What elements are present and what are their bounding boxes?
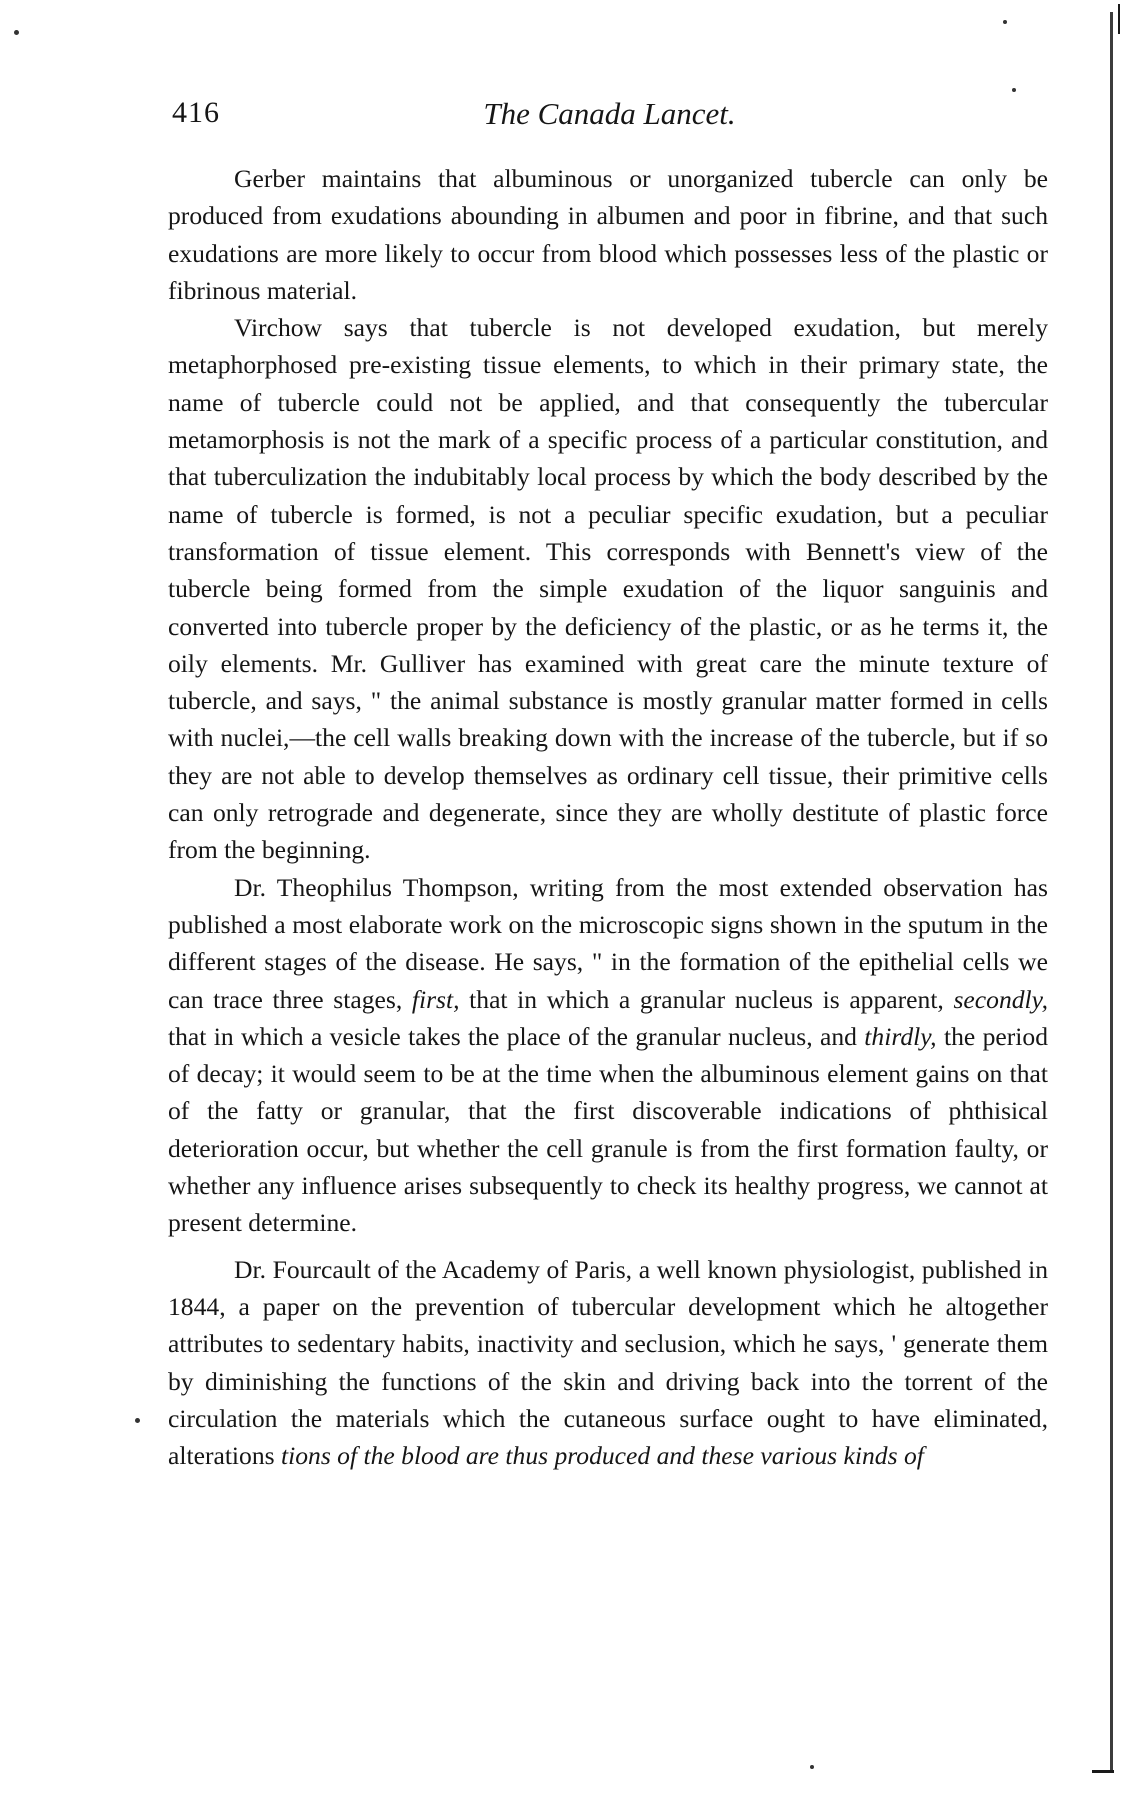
emphasis-first: first, (411, 984, 460, 1014)
fourcault-italic-tail: tions of the blood are thus produced and these various kinds of (281, 1441, 924, 1471)
emphasis-secondly: secondly, (953, 984, 1048, 1014)
paragraph-fourcault (168, 1251, 1048, 1475)
page-number: 416 (172, 96, 220, 129)
page-edge-shadow (1092, 1770, 1114, 1773)
fourcault-text: Dr. Fourcault of the Academy of Paris, a well known physiologist, published in 1844, a paper on the prevention of tubercular development which he altogether attributes to sedentary habits, inactivity and seclusion, which he says, ' generate them by diminishing the functions of the skin and driving back into the torrent of the circulation the materials which the cutaneous surface ought to have eliminated, alterations (168, 1254, 1048, 1471)
scan-speck (14, 30, 19, 35)
body-text (168, 160, 1048, 1474)
scan-speck (1012, 88, 1016, 92)
emphasis-thirdly: thirdly, (864, 1021, 937, 1051)
thompson-text-2: that in which a granular nucleus is apparent, (459, 984, 954, 1014)
paragraph-gerber: Gerber maintains that albuminous or unorganized tubercle can only be produced from exudations abounding in albumen and poor in fibrine, and that such exudations are more likely to occur from blood which possesses less of the plastic or fibrinous material. (168, 164, 1048, 305)
page-edge-shadow (1110, 12, 1113, 1772)
paragraph-virchow: Virchow says that tubercle is not developed exudation, but merely metaphorphosed pre-existing tissue elements, to which in their primary state, the name of tubercle could not be applied, and that consequently the tubercular metamorphosis is not the mark of a specific process of a particular constitution, and that tuberculization the indubitably local process by which the body described by the name of tubercle is formed, is not a peculiar specific exudation, but a peculiar transformation of tissue element. This corresponds with Bennett's view of the tubercle being formed from the simple exudation of the liquor sanguinis and converted into tubercle proper by the deficiency of the plastic, or as he terms it, the oily elements. Mr. Gulliver has examined with great care the minute texture of tubercle, and says, " the animal substance is mostly granular matter formed in cells with nuclei,—the cell walls breaking down with the increase of the tubercle, but if so they are not able to develop themselves as ordinary cell tissue, their primitive cells can only retrograde and degenerate, since they are wholly destitute of plastic force from the beginning. (168, 313, 1048, 865)
thompson-text-3: that in which a vesicle takes the place of the granular nucleus, and (168, 1021, 865, 1051)
scan-speck (135, 1418, 140, 1423)
thompson-text-1: Dr. Theophilus Thompson, writing from the most extended observation has published a most elaborate work on the microscopic signs shown in the sputum in the different stages of the disease. He says, " in the formation of the epithelial cells we can trace three stages, (168, 872, 1048, 1014)
page-header (172, 96, 1047, 146)
scan-speck (810, 1765, 814, 1769)
page-edge-shadow (1118, 4, 1120, 34)
paragraph-thompson (168, 869, 1048, 1242)
running-title: The Canada Lancet. (483, 96, 736, 131)
scan-speck (1003, 20, 1007, 24)
thompson-text-4: the period of decay; it would seem to be at the time when the albuminous element gains on that of the fatty or granular, that the first discoverable indications of phthisical deterioration occur, but whether the cell granule is from the first formation faulty, or whether any influence arises subsequently to check its healthy progress, we cannot at present determine. (168, 1021, 1048, 1238)
